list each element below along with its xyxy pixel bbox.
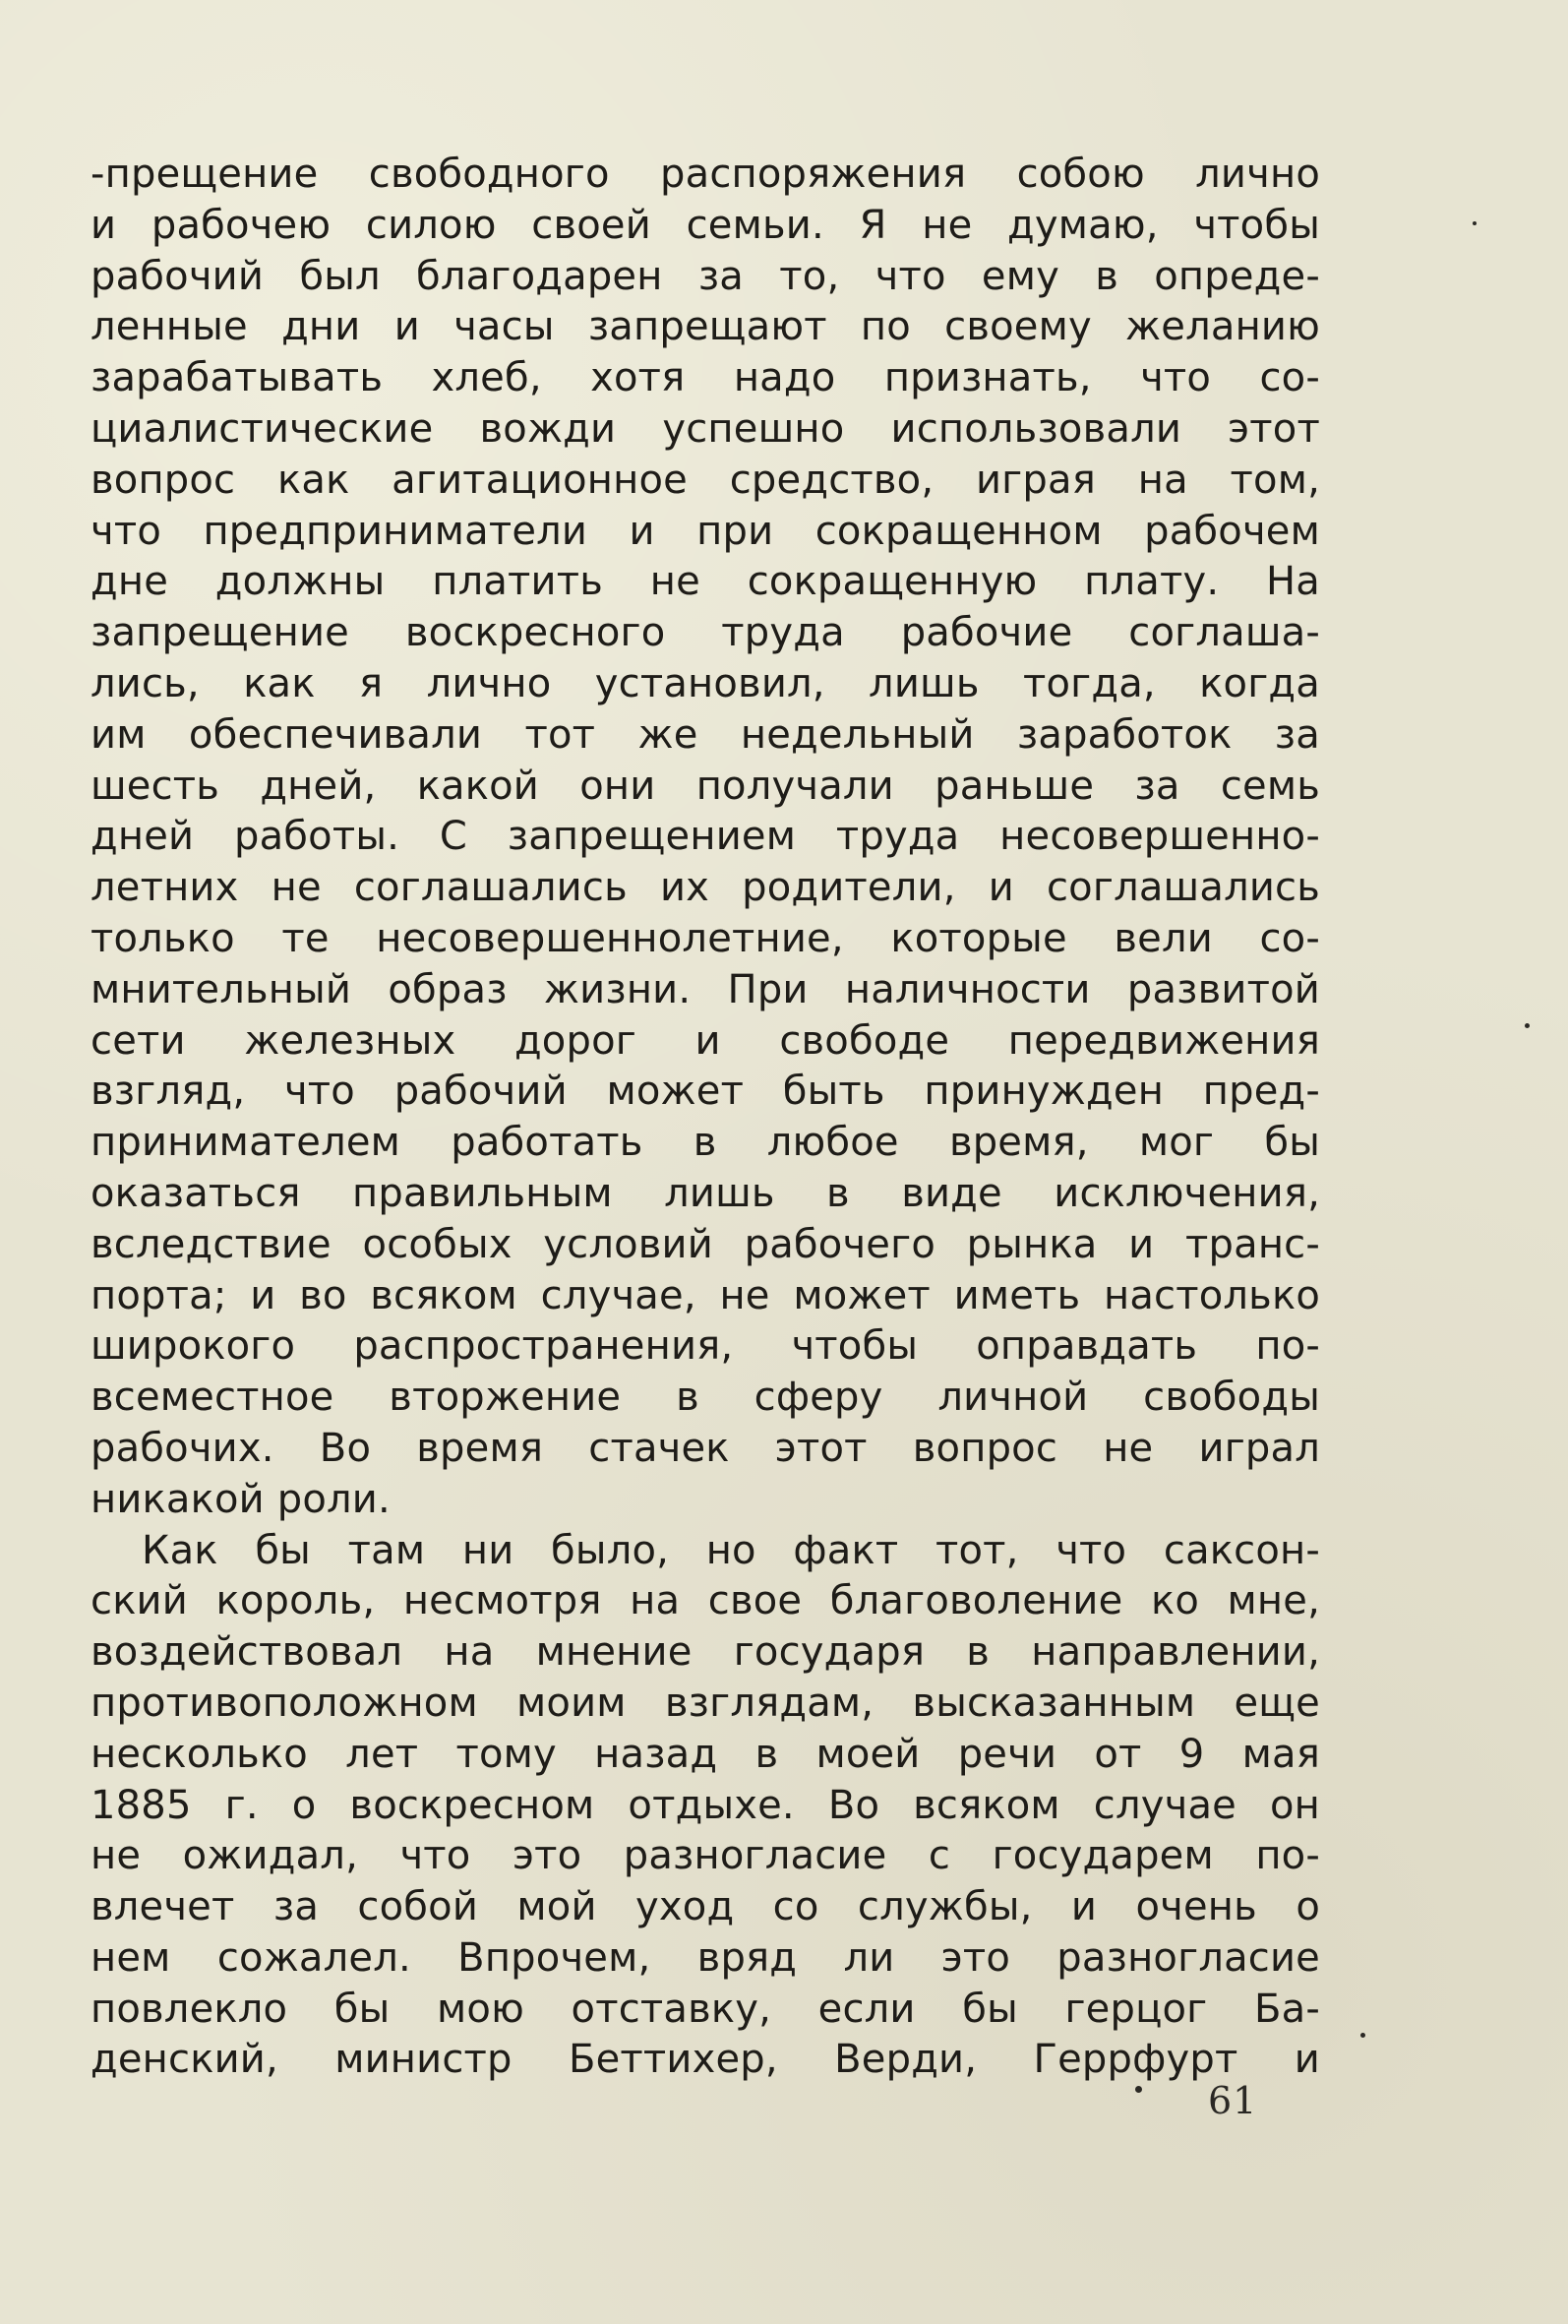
text-line: только те несовершеннолетние, которые вели со-	[90, 915, 1320, 961]
text-line: ленные дни и часы запрещают по своему желанию	[90, 304, 1320, 350]
text-line: вопрос как агитационное средство, играя на том,	[90, 457, 1320, 503]
text-line: рабочий был благодарен за то, что ему в опреде-	[90, 253, 1320, 299]
text-line: оказаться правильным лишь в виде исключения,	[90, 1170, 1320, 1216]
text-line: шесть дней, какой они получали раньше за семь	[90, 763, 1320, 809]
text-line: запрещение воскресного труда рабочие соглаша-	[90, 610, 1320, 656]
text-line: повлекло бы мою отставку, если бы герцог Ба-	[90, 1986, 1320, 2032]
text-line: противоположном моим взглядам, высказанным еще	[90, 1680, 1320, 1726]
text-line: всеместное вторжение в сферу личной свободы	[90, 1375, 1320, 1421]
ink-speck	[1360, 2033, 1365, 2038]
text-line: денский, министр Беттихер, Верди, Геррфурт и	[90, 2037, 1320, 2083]
text-line: вследствие особых условий рабочего рынка и транс-	[90, 1221, 1320, 1267]
text-line: порта; и во всяком случае, не может иметь настолько	[90, 1272, 1320, 1318]
paragraph-1	[90, 150, 1320, 1526]
text-line: 1885 г. о воскресном отдыхе. Во всяком случае он	[90, 1782, 1320, 1828]
text-line: циалистические вожди успешно использовали этот	[90, 405, 1320, 452]
text-line: широкого распространения, чтобы оправдать по-	[90, 1323, 1320, 1370]
text-line: не ожидал, что это разногласие с государем по-	[90, 1833, 1320, 1879]
text-line: взгляд, что рабочий может быть принужден пред-	[90, 1069, 1320, 1115]
ink-speck	[1525, 1023, 1530, 1028]
text-line: сети железных дорог и свободе передвижения	[90, 1017, 1320, 1064]
text-line: нем сожалел. Впрочем, вряд ли это разногласие	[90, 1934, 1320, 1981]
text-line: дней работы. С запрещением труда несовершенно-	[90, 814, 1320, 860]
ink-speck	[1135, 2086, 1142, 2093]
text-line: что предприниматели и при сокращенном рабочем	[90, 508, 1320, 554]
text-line: лись, как я лично установил, лишь тогда, когда	[90, 660, 1320, 706]
text-line: зарабатывать хлеб, хотя надо признать, что со-	[90, 355, 1320, 401]
text-line: влечет за собой мой уход со службы, и очень о	[90, 1884, 1320, 1930]
text-line: -прещение свободного распоряжения собою лично	[90, 152, 1320, 197]
ink-speck	[1473, 221, 1477, 225]
text-line: воздействовал на мнение государя в направлении,	[90, 1629, 1320, 1676]
body-text	[90, 150, 1320, 2086]
text-line: им обеспечивали тот же недельный заработок за	[90, 711, 1320, 758]
text-line: никакой роли.	[90, 1476, 391, 1522]
text-line: рабочих. Во время стачек этот вопрос не играл	[90, 1425, 1320, 1471]
page-number: 61	[1208, 2079, 1258, 2122]
paragraph-2	[90, 1526, 1320, 2087]
text-line: ский король, несмотря на свое благоволение ко мне,	[90, 1578, 1320, 1624]
text-line: принимателем работать в любое время, мог бы	[90, 1120, 1320, 1166]
text-line: дне должны платить не сокращенную плату. На	[90, 559, 1320, 605]
text-line: летних не соглашались их родители, и соглашались	[90, 865, 1320, 911]
text-line: и рабочею силою своей семьи. Я не думаю, чтобы	[90, 202, 1320, 248]
text-line: несколько лет тому назад в моей речи от 9 мая	[90, 1731, 1320, 1777]
text-line: Как бы там ни было, но факт тот, что саксон-	[142, 1527, 1320, 1573]
text-line: мнительный образ жизни. При наличности развитой	[90, 966, 1320, 1012]
